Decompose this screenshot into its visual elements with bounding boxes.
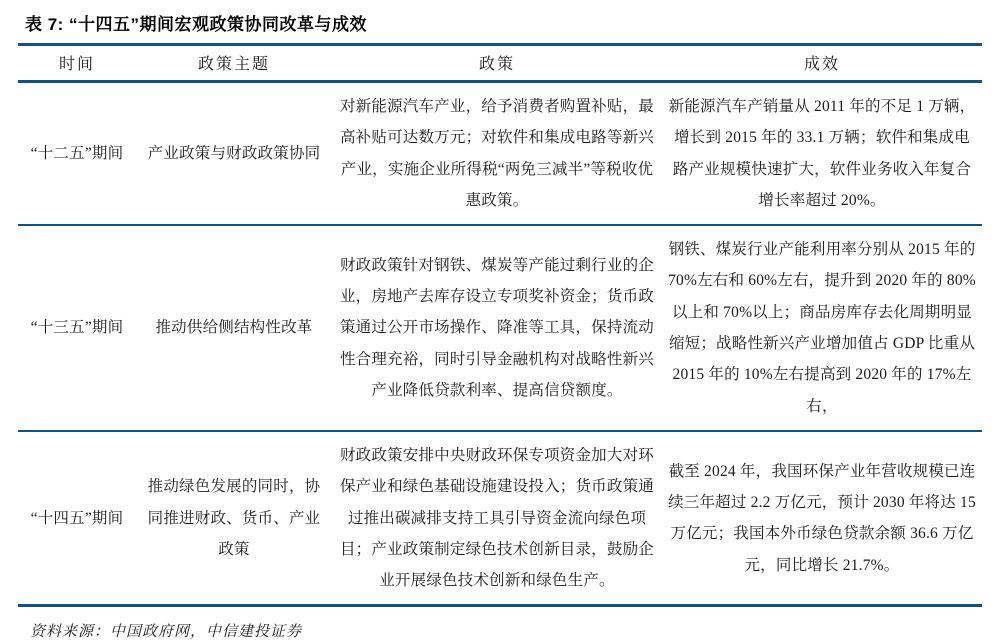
cell-time: “十三五”期间 <box>30 319 124 337</box>
table-row-12th-fyp <box>18 82 982 226</box>
cell-effect: 新能源汽车产销量从 2011 年的不足 1 万辆，增长到 2015 年的 33.1 万辆；软件和集成电路产业规模快速扩大，软件业务收入年复合增长率超过 20%。 <box>668 98 976 209</box>
col-header-effect: 成效 <box>662 45 982 82</box>
cell-time: “十二五”期间 <box>30 144 124 162</box>
cell-time: “十四五”期间 <box>30 509 124 527</box>
policy-table <box>18 43 982 607</box>
col-header-time: 时间 <box>18 45 136 82</box>
table-row-13th-fyp <box>18 225 982 431</box>
cell-theme: 推动供给侧结构性改革 <box>155 319 313 337</box>
table-title: 表 7: “十四五”期间宏观政策协同改革与成效 <box>25 15 368 34</box>
cell-effect: 钢铁、煤炭行业产能利用率分别从 2015 年的 70%左右和 60%左右，提升到 2020 年的 80%以上和 70%以上；商品房库存去化周期明显缩短；战略性新兴产业增加值占 GDP 比重从 2015 年的 10%左右提高到 2020 年的 17%左右， <box>668 241 976 415</box>
source-note: 资料来源：中国政府网，中信建投证券 <box>30 624 303 641</box>
header-row <box>18 45 982 82</box>
col-header-policy: 政策 <box>332 45 662 82</box>
col-header-theme: 政策主题 <box>136 45 332 82</box>
cell-policy: 财政政策针对钢铁、煤炭等产能过剩行业的企业，房地产去库存设立专项奖补资金；货币政策通过公开市场操作、降准等工具，保持流动性合理充裕，同时引导金融机构对战略性新兴产业降低贷款利率、提高信贷额度。 <box>339 256 654 400</box>
cell-effect: 截至 2024 年，我国环保产业年营收规模已连续三年超过 2.2 万亿元，预计 2030 年将达 15 万亿元；我国本外币绿色贷款余额 36.6 万亿元，同比增长 21.7%。 <box>668 462 976 574</box>
table-row-14th-fyp <box>18 431 982 606</box>
cell-theme: 推动绿色发展的同时，协同推进财政、货币、产业政策 <box>147 478 321 558</box>
cell-policy: 对新能源汽车产业，给予消费者购置补贴，最高补贴可达数万元；对软件和集成电路等新兴产业，实施企业所得税“两免三减半”等税收优惠政策。 <box>339 98 654 209</box>
cell-theme: 产业政策与财政政策协同 <box>147 144 321 162</box>
cell-policy: 财政政策安排中央财政环保专项资金加大对环保产业和绿色基础设施建设投入；货币政策通过推出碳减排支持工具引导资金流向绿色项目；产业政策制定绿色技术创新目录，鼓励企业开展绿色技术创新和绿色生产。 <box>339 446 654 590</box>
